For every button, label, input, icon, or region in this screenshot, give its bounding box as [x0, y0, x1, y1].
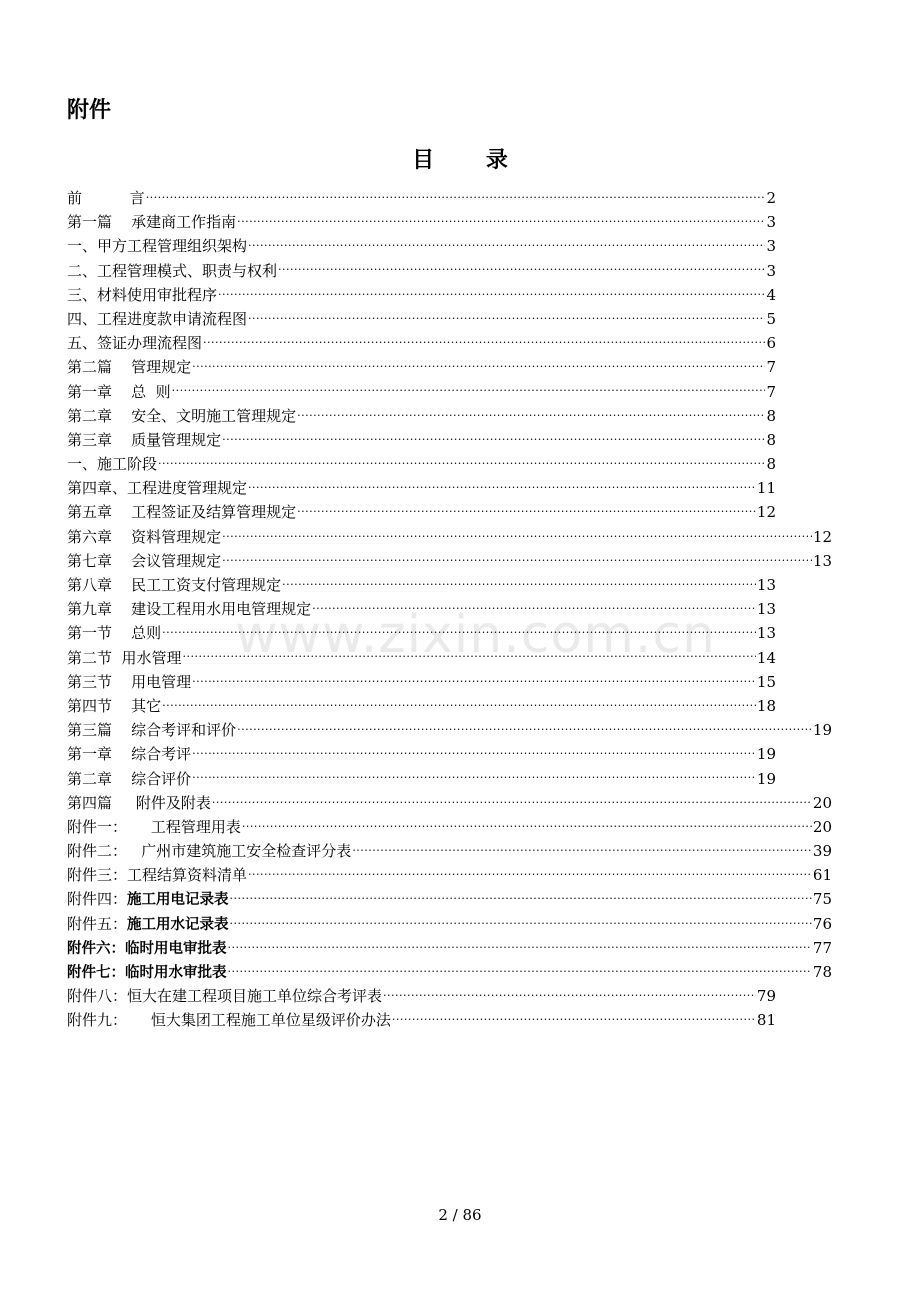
toc-leader-dots	[212, 797, 812, 809]
toc-entry-title: 第八章 民工工资支付管理规定	[67, 576, 282, 594]
toc-entry[interactable]	[67, 694, 776, 718]
toc-page-number: 81	[756, 1011, 776, 1030]
toc-page-number: 7	[766, 358, 776, 377]
toc-entry[interactable]	[67, 791, 832, 815]
toc-entry[interactable]	[67, 742, 776, 766]
toc-entry[interactable]	[67, 404, 776, 428]
toc-entry-title: 第一节 总则	[67, 624, 162, 643]
toc-entry[interactable]	[67, 452, 776, 476]
toc-entry-title: 附件四：	[67, 890, 128, 909]
toc-entry-title: 前 言	[67, 189, 145, 207]
toc-leader-dots	[278, 265, 765, 277]
toc-page-number: 19	[756, 745, 776, 764]
toc-entry-title: 第二章 综合评价	[67, 769, 192, 788]
watermark: www.zixin.com.cn	[235, 605, 716, 665]
toc-leader-dots	[352, 845, 812, 857]
toc-entry[interactable]	[67, 621, 776, 645]
toc-entry[interactable]	[67, 670, 776, 694]
toc-entry-title: 第七章 会议管理规定	[67, 551, 222, 570]
toc-entry[interactable]	[67, 936, 832, 960]
toc-leader-dots	[237, 724, 812, 736]
toc-page-number: 39	[812, 842, 832, 861]
toc-leader-dots	[222, 555, 812, 567]
toc-page-number: 3	[766, 261, 776, 280]
toc-leader-dots	[218, 289, 765, 301]
toc-page-number: 12	[756, 503, 776, 522]
toc-entry-title: 第五章 工程签证及结算管理规定	[67, 503, 297, 522]
toc-leader-dots	[282, 579, 756, 591]
toc-entry-title: 第二节 用水管理	[67, 648, 182, 667]
toc-page-number: 76	[812, 914, 832, 933]
toc-page-number: 78	[812, 963, 832, 981]
toc-entry-title: 第三篇 综合考评和评价	[67, 721, 237, 740]
toc-entry[interactable]	[67, 984, 776, 1008]
toc-page-number: 8	[766, 430, 776, 449]
toc-leader-dots	[248, 482, 756, 494]
toc-page-number: 75	[812, 890, 832, 909]
toc-leader-dots	[228, 942, 812, 954]
toc-entry[interactable]	[67, 259, 776, 283]
toc-page-number: 6	[766, 334, 776, 353]
toc-page-number: 79	[756, 987, 776, 1006]
toc-entry[interactable]	[67, 355, 776, 379]
toc-page-number: 8	[766, 455, 776, 474]
toc-entry[interactable]	[67, 839, 832, 863]
toc-entry-title: 第一章 综合考评	[67, 745, 192, 764]
toc-leader-dots	[248, 240, 765, 252]
toc-leader-dots	[146, 192, 766, 204]
toc-page-number: 4	[766, 285, 776, 304]
toc-entry-title: 第三章 质量管理规定	[67, 430, 222, 449]
toc-entry-title: 五、签证办理流程图	[67, 334, 203, 353]
toc-leader-dots	[172, 386, 766, 398]
toc-leader-dots	[192, 748, 756, 760]
toc-page-number: 3	[766, 213, 776, 232]
toc-entry-title: 第一章 总 则	[67, 382, 171, 401]
toc-leader-dots	[392, 1014, 756, 1026]
toc-entry-title: 第一篇 承建商工作指南	[67, 213, 237, 232]
attachment-heading: 附件	[67, 98, 112, 123]
toc-leader-dots	[297, 507, 756, 519]
toc-entry-title: 第二章 安全、文明施工管理规定	[67, 406, 297, 425]
toc-entry[interactable]	[67, 476, 776, 500]
toc-entry-title: 附件三：工程结算资料清单	[67, 866, 248, 885]
toc-entry-title: 第四篇 附件及附表	[67, 793, 211, 812]
toc-leader-dots	[192, 773, 756, 785]
toc-entry[interactable]	[67, 1008, 776, 1032]
toc-page-number: 20	[812, 817, 832, 836]
toc-entry[interactable]	[67, 646, 776, 670]
toc-page-number: 5	[766, 309, 776, 328]
page-number-footer: 2 / 86	[438, 1206, 482, 1224]
toc-entry[interactable]	[67, 912, 832, 936]
toc-entry-title: 附件八：恒大在建工程项目施工单位综合考评表	[67, 987, 383, 1006]
toc-page-number: 19	[812, 721, 832, 740]
toc-entry[interactable]	[67, 428, 776, 452]
toc-page-number: 18	[756, 696, 776, 715]
toc-entry-title: 第六章 资料管理规定	[67, 527, 222, 546]
toc-entry-title: 附件二： 广州市建筑施工安全检查评分表	[67, 842, 352, 861]
toc-leader-dots	[248, 313, 765, 325]
toc-entry[interactable]	[67, 597, 776, 621]
toc-entry-title: 第二篇 管理规定	[67, 358, 192, 377]
toc-entry-title: 附件六：临时用电审批表	[67, 940, 227, 957]
toc-entry-title: 一、施工阶段	[67, 455, 158, 474]
toc-entry-title: 第四节 其它	[67, 696, 162, 715]
toc-page-number: 8	[766, 406, 776, 425]
table-of-contents	[67, 186, 847, 1033]
toc-entry[interactable]	[67, 234, 776, 258]
toc-entry[interactable]	[67, 573, 776, 597]
toc-page-number: 3	[766, 237, 776, 256]
toc-entry-title: 附件一： 工程管理用表	[67, 817, 241, 836]
toc-title: 目 录	[412, 148, 530, 173]
toc-leader-dots	[222, 531, 812, 543]
toc-leader-dots	[383, 990, 756, 1002]
toc-page-number: 2	[766, 189, 776, 207]
toc-entry-title: 第三节 用电管理	[67, 672, 192, 691]
toc-entry-title: 第四章、工程进度管理规定	[67, 479, 248, 498]
toc-entry[interactable]	[67, 186, 776, 210]
toc-leader-dots	[242, 821, 812, 833]
toc-entry-title: 附件九： 恒大集团工程施工单位星级评价办法	[67, 1011, 391, 1030]
toc-leader-dots	[228, 966, 812, 978]
toc-page-number: 20	[812, 793, 832, 812]
toc-leader-dots	[158, 458, 765, 470]
toc-leader-dots	[230, 918, 812, 930]
toc-entry-title: 二、工程管理模式、职责与权利	[67, 261, 278, 280]
toc-page-number: 11	[756, 479, 776, 498]
toc-page-number: 15	[756, 672, 776, 691]
toc-entry-title: 四、工程进度款申请流程图	[67, 309, 248, 328]
toc-entry-title: 附件七：临时用水审批表	[67, 965, 227, 981]
toc-leader-dots	[237, 216, 765, 228]
toc-entry-title: 附件五：	[67, 914, 128, 933]
toc-leader-dots	[183, 652, 756, 664]
toc-entry-title: 一、甲方工程管理组织架构	[67, 237, 248, 256]
toc-entry[interactable]	[67, 210, 776, 234]
toc-entry[interactable]	[67, 863, 832, 887]
toc-page-number: 12	[812, 527, 832, 546]
toc-entry[interactable]	[67, 331, 776, 355]
toc-leader-dots	[312, 603, 756, 615]
toc-page-number: 13	[756, 600, 776, 619]
toc-entry-title: 三、材料使用审批程序	[67, 285, 218, 304]
toc-entry[interactable]	[67, 815, 832, 839]
toc-entry-title: 第九章 建设工程用水用电管理规定	[67, 600, 312, 619]
toc-entry[interactable]	[67, 307, 776, 331]
toc-page-number: 14	[756, 648, 776, 667]
toc-entry[interactable]	[67, 380, 776, 404]
toc-entry[interactable]	[67, 549, 832, 573]
toc-entry[interactable]	[67, 283, 776, 307]
toc-page-number: 7	[766, 382, 776, 401]
toc-leader-dots	[203, 337, 765, 349]
toc-leader-dots	[162, 700, 756, 712]
toc-entry-title-bold: 施工用水记录表	[127, 916, 229, 933]
toc-entry-title-bold: 施工用电记录表	[127, 892, 229, 909]
toc-leader-dots	[230, 894, 812, 906]
toc-page-number: 13	[756, 624, 776, 643]
toc-page-number: 19	[756, 769, 776, 788]
toc-entry[interactable]	[67, 500, 776, 524]
toc-entry[interactable]	[67, 887, 832, 911]
toc-leader-dots	[248, 869, 812, 881]
toc-page-number: 77	[812, 938, 832, 957]
toc-page-number: 61	[812, 866, 832, 885]
toc-entry[interactable]	[67, 960, 832, 984]
toc-leader-dots	[162, 627, 756, 639]
toc-page-number: 13	[812, 551, 832, 570]
toc-entry[interactable]	[67, 718, 832, 742]
toc-leader-dots	[297, 410, 765, 422]
toc-entry[interactable]	[67, 767, 776, 791]
toc-leader-dots	[192, 676, 756, 688]
toc-entry[interactable]	[67, 525, 832, 549]
toc-leader-dots	[222, 434, 765, 446]
toc-leader-dots	[192, 361, 765, 373]
toc-page-number: 13	[756, 576, 776, 594]
